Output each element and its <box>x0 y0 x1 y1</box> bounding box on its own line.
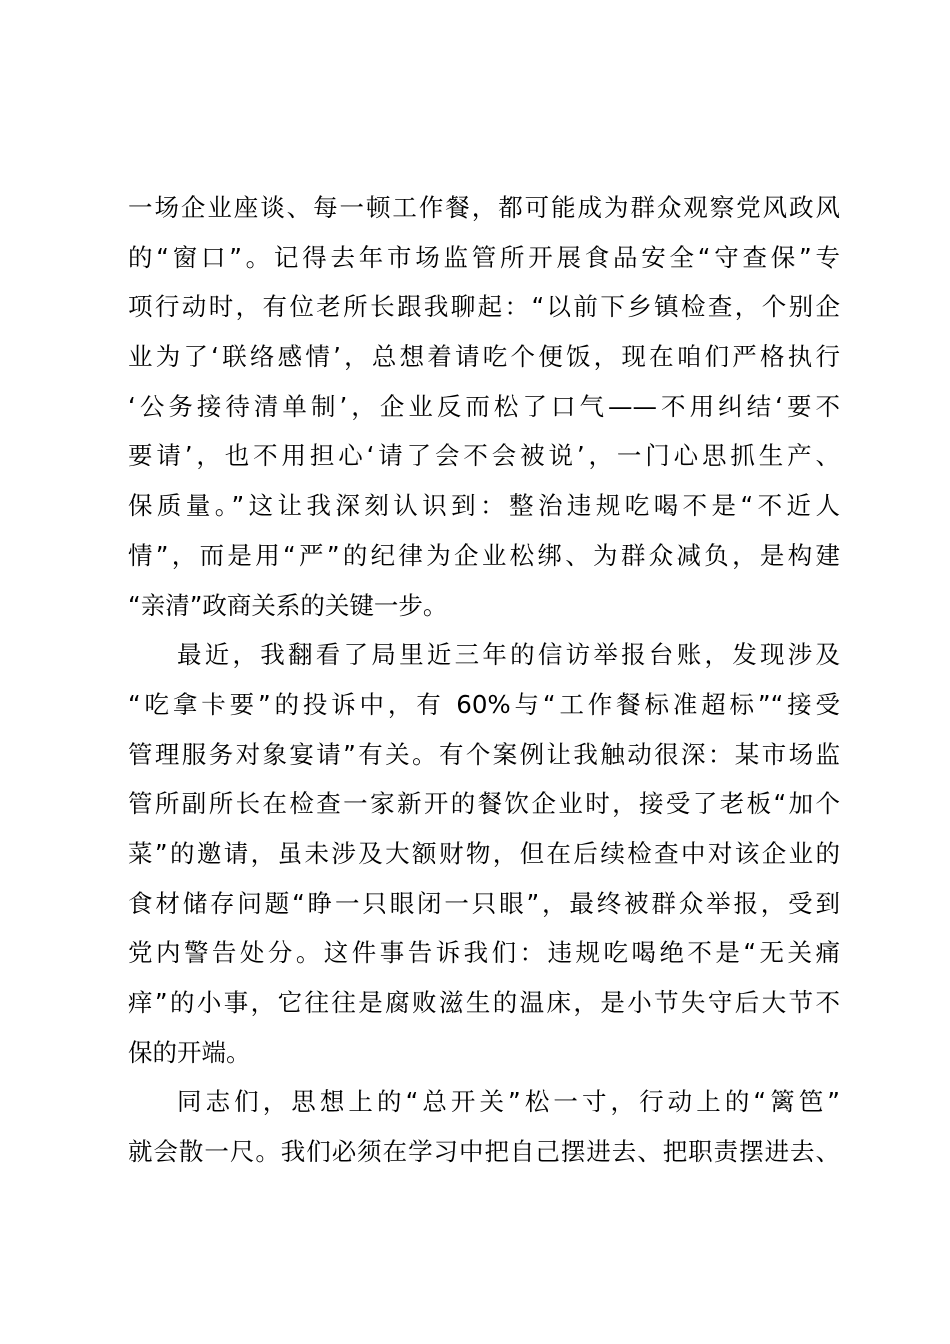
document-body <box>128 183 840 1177</box>
text-line: “亲清”政商关系的关键一步。 <box>128 590 448 620</box>
text-line: 一场企业座谈、每一顿工作餐，都可能成为群众观察党风政风 <box>128 193 840 222</box>
text-line: 菜”的邀请，虽未涉及大额财物，但在后续检查中对该企业的 <box>128 838 840 868</box>
text-line: 保质量。”这让我深刻认识到：整治违规吃喝不是“不近人 <box>128 491 840 521</box>
text-line: ‘公务接待清单制’，企业反而松了口气——不用纠结‘要不 <box>128 391 840 421</box>
text-line: “吃拿卡要”的投诉中，有 60%与“工作餐标准超标”“接受 <box>128 689 840 719</box>
text-line: 食材储存问题“睁一只眼闭一只眼”，最终被群众举报，受到 <box>128 888 840 918</box>
paragraph-1 <box>128 183 840 630</box>
text-line: 要请’，也不用担心‘请了会不会被说’，一门心思抓生产、 <box>128 441 840 471</box>
paragraph-2 <box>128 630 840 1077</box>
text-line: 同志们，思想上的“总开关”松一寸，行动上的“篱笆” <box>177 1087 840 1117</box>
text-line: 情”，而是用“严”的纪律为企业松绑、为群众减负，是构建 <box>128 540 840 570</box>
text-line: 管理服务对象宴请”有关。有个案例让我触动很深：某市场监 <box>128 739 840 769</box>
text-line: 保的开端。 <box>128 1037 251 1067</box>
paragraph-3 <box>128 1077 840 1176</box>
text-line: 管所副所长在检查一家新开的餐饮企业时，接受了老板“加个 <box>128 789 840 819</box>
text-line: 就会散一尺。我们必须在学习中把自己摆进去、把职责摆进去、 <box>128 1137 840 1167</box>
text-line: 痒”的小事，它往往是腐败滋生的温床，是小节失守后大节不 <box>128 988 840 1017</box>
text-line: 党内警告处分。这件事告诉我们：违规吃喝绝不是“无关痛 <box>128 938 840 968</box>
text-line: 业为了‘联络感情’，总想着请吃个便饭，现在咱们严格执行 <box>128 342 840 372</box>
text-line: 的“窗口”。记得去年市场监管所开展食品安全“守查保”专 <box>128 242 840 272</box>
text-line: 项行动时，有位老所长跟我聊起：“以前下乡镇检查，个别企 <box>128 292 840 322</box>
text-line: 最近，我翻看了局里近三年的信访举报台账，发现涉及 <box>177 640 840 670</box>
